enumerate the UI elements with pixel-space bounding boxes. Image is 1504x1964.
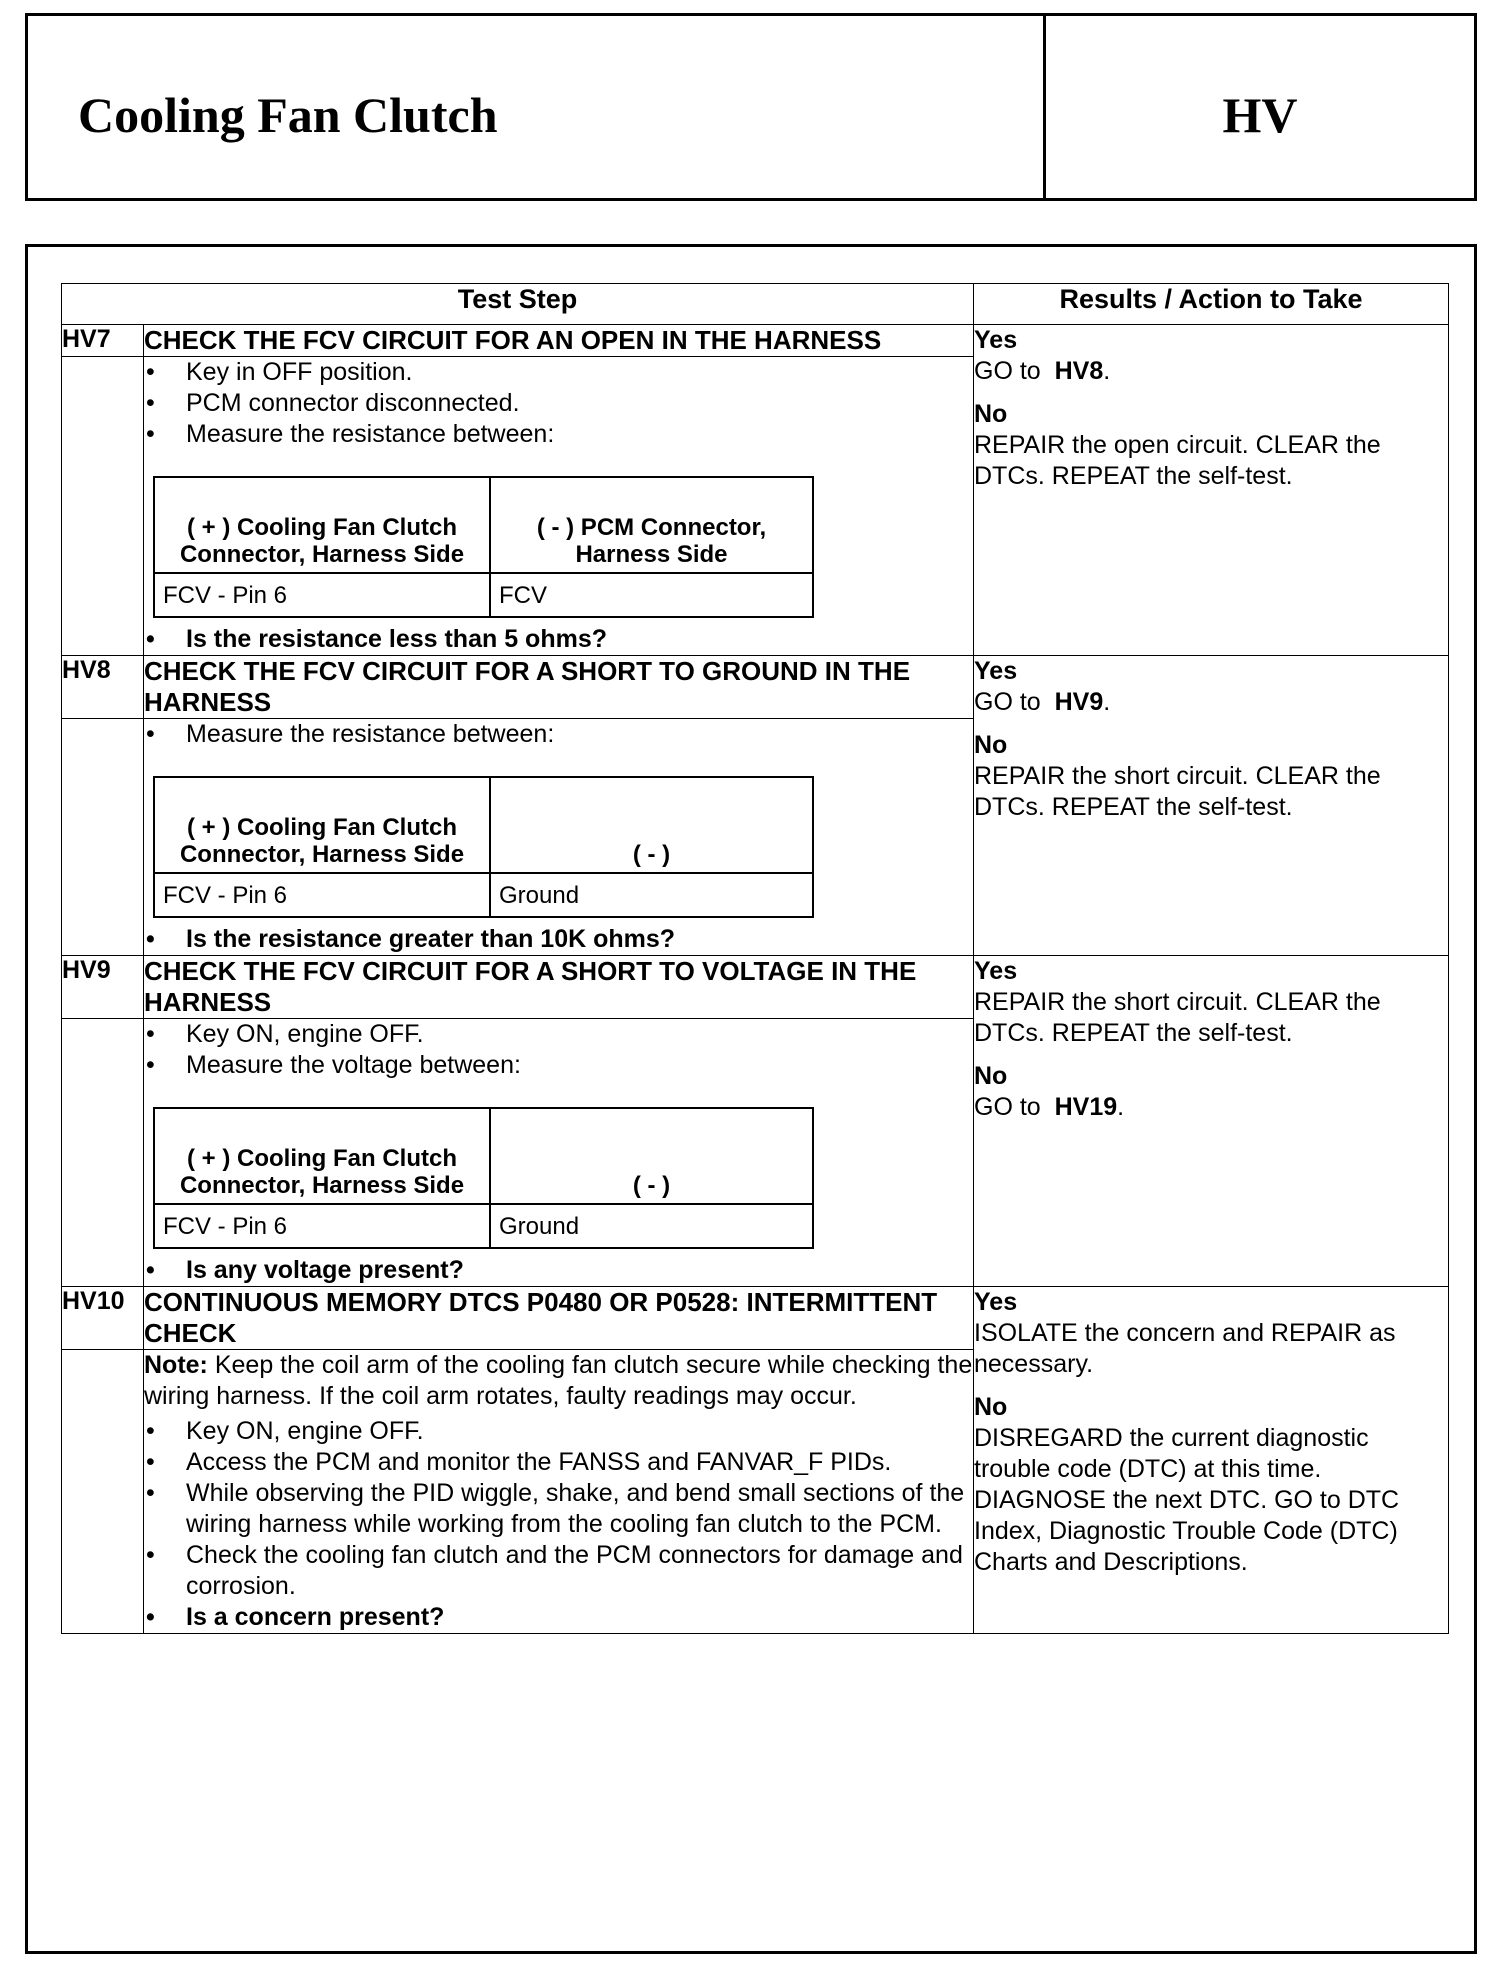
no-action: GO to HV19. <box>974 1093 1125 1121</box>
result-hv10 <box>974 1287 1449 1634</box>
sub-header-minus: ( - ) <box>490 777 813 873</box>
no-action: REPAIR the short circuit. CLEAR the DTCs. REPEAT the self-test. <box>974 762 1381 821</box>
step-row-hv8 <box>62 656 1449 719</box>
list-item: • Measure the voltage between: <box>144 1050 973 1081</box>
yes-action: GO to HV9. <box>974 688 1111 716</box>
list-item: • Access the PCM and monitor the FANSS and FANVAR_F PIDs. <box>144 1447 973 1478</box>
question: • Is any voltage present? <box>144 1255 973 1286</box>
sub-value-minus: Ground <box>490 873 813 917</box>
test-step-table <box>61 283 1449 1634</box>
step-row-hv10 <box>62 1287 1449 1350</box>
step-id-hv10: HV10 <box>62 1287 144 1350</box>
test-frame <box>25 244 1477 1954</box>
yes-label: Yes <box>974 957 1018 985</box>
sub-value-minus: Ground <box>490 1204 813 1248</box>
no-label: No <box>974 731 1008 759</box>
note-text: Keep the coil arm of the cooling fan clutch secure while checking the wiring harness. If the coil arm rotates, faulty readings may occur. <box>144 1351 973 1410</box>
sub-value-minus: FCV <box>490 573 813 617</box>
sub-header-plus: ( + ) Cooling Fan Clutch Connector, Harness Side <box>154 777 490 873</box>
list-item: • Measure the resistance between: <box>144 419 973 450</box>
question: • Is a concern present? <box>144 1602 973 1633</box>
result-hv7 <box>974 325 1449 656</box>
sub-header-plus: ( + ) Cooling Fan Clutch Connector, Harness Side <box>154 477 490 573</box>
list-item: • Key in OFF position. <box>144 357 973 388</box>
no-label: No <box>974 1062 1008 1090</box>
step-body-hv9 <box>144 1019 974 1287</box>
list-item: • PCM connector disconnected. <box>144 388 973 419</box>
yes-action: GO to HV8. <box>974 357 1111 385</box>
no-action: DISREGARD the current diagnostic trouble code (DTC) at this time. DIAGNOSE the next DTC. GO to DTC Index, Diagnostic Trouble Code (DTC) Charts and Descriptions. <box>974 1424 1400 1576</box>
goto-ref: HV9 <box>1054 688 1104 716</box>
step-id-hv8: HV8 <box>62 656 144 719</box>
step-heading-hv8: CHECK THE FCV CIRCUIT FOR A SHORT TO GROUND IN THE HARNESS <box>144 656 974 719</box>
col-test-step: Test Step <box>62 284 974 325</box>
no-action: REPAIR the open circuit. CLEAR the DTCs. REPEAT the self-test. <box>974 431 1381 490</box>
goto-ref: HV8 <box>1054 357 1104 385</box>
step-body-hv7 <box>144 357 974 656</box>
sub-value-plus: FCV - Pin 6 <box>154 1204 490 1248</box>
note <box>144 1350 973 1412</box>
no-label: No <box>974 400 1008 428</box>
list-item: • Key ON, engine OFF. <box>144 1416 973 1447</box>
sub-header-minus: ( - ) <box>490 1108 813 1204</box>
sub-value-plus: FCV - Pin 6 <box>154 873 490 917</box>
step-row-hv7 <box>62 325 1449 357</box>
yes-label: Yes <box>974 657 1018 685</box>
step-heading-hv10: CONTINUOUS MEMORY DTCS P0480 OR P0528: INTERMITTENT CHECK <box>144 1287 974 1350</box>
yes-action: REPAIR the short circuit. CLEAR the DTCs. REPEAT the self-test. <box>974 988 1381 1047</box>
list-item: • Key ON, engine OFF. <box>144 1019 973 1050</box>
measurement-table <box>153 776 814 918</box>
question: • Is the resistance less than 5 ohms? <box>144 624 973 655</box>
list-item: • Measure the resistance between: <box>144 719 973 750</box>
list-item: • Check the cooling fan clutch and the PCM connectors for damage and corrosion. <box>144 1540 973 1602</box>
yes-label: Yes <box>974 326 1018 354</box>
list-item: • While observing the PID wiggle, shake, and bend small sections of the wiring harness while working from the cooling fan clutch to the PCM. <box>144 1478 973 1540</box>
goto-ref: HV19 <box>1054 1093 1118 1121</box>
no-label: No <box>974 1393 1008 1421</box>
note-label: Note: <box>144 1351 208 1379</box>
sub-value-plus: FCV - Pin 6 <box>154 573 490 617</box>
page-header <box>25 13 1477 201</box>
step-heading-hv7: CHECK THE FCV CIRCUIT FOR AN OPEN IN THE HARNESS <box>144 325 974 357</box>
col-results: Results / Action to Take <box>974 284 1449 325</box>
step-id-hv9: HV9 <box>62 956 144 1019</box>
step-id-hv7: HV7 <box>62 325 144 357</box>
yes-label: Yes <box>974 1288 1018 1316</box>
step-row-hv9 <box>62 956 1449 1019</box>
measurement-table <box>153 1107 814 1249</box>
step-body-hv10 <box>144 1350 974 1634</box>
sub-header-minus: ( - ) PCM Connector, Harness Side <box>490 477 813 573</box>
step-body-hv8 <box>144 719 974 956</box>
result-hv8 <box>974 656 1449 956</box>
result-hv9 <box>974 956 1449 1287</box>
sub-header-plus: ( + ) Cooling Fan Clutch Connector, Harness Side <box>154 1108 490 1204</box>
step-heading-hv9: CHECK THE FCV CIRCUIT FOR A SHORT TO VOLTAGE IN THE HARNESS <box>144 956 974 1019</box>
question: • Is the resistance greater than 10K ohms? <box>144 924 973 955</box>
page-title: Cooling Fan Clutch <box>78 87 498 143</box>
measurement-table <box>153 476 814 618</box>
table-header-row <box>62 284 1449 325</box>
yes-action: ISOLATE the concern and REPAIR as necessary. <box>974 1319 1396 1378</box>
section-code: HV <box>1222 87 1298 143</box>
